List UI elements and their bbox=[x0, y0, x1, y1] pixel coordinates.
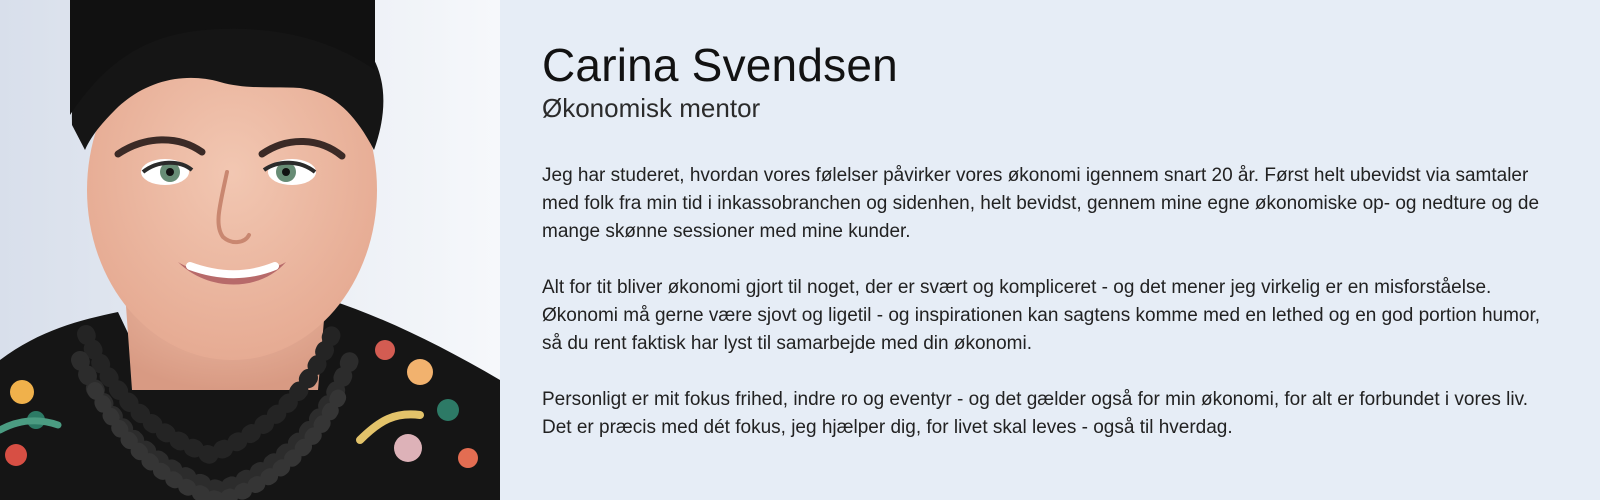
bio-paragraph: Jeg har studeret, hvordan vores følelser påvirker vores økonomi igennem snart 20 år. Først helt ubevidst via samtaler med folk fra min tid i inkassobranchen og sidenhen, helt bevidst, gennem mine egne økonomiske op- og nedture og de mange skønne sessioner med mine kunder. bbox=[542, 165, 1540, 242]
profile-photo bbox=[0, 0, 500, 500]
profile-bio bbox=[542, 162, 1562, 442]
portrait-illustration bbox=[0, 0, 500, 500]
bio-paragraph: Personligt er mit fokus frihed, indre ro og eventyr - og det gælder også for min økonomi, for alt er forbundet i vores liv. Det er præcis med dét fokus, jeg hjælper dig, for livet skal leves - også til hverdag. bbox=[542, 389, 1528, 438]
profile-role: Økonomisk mentor bbox=[542, 93, 761, 123]
bio-paragraph: Alt for tit bliver økonomi gjort til noget, der er svært og kompliceret - og det mener jeg virkelig er en misforståelse. Økonomi må gerne være sjovt og ligetil - og inspirationen kan sagtens komme med en lethed og en god portion humor, så du rent faktisk har lyst til samarbejde med din økonomi. bbox=[542, 277, 1541, 354]
profile-name: Carina Svendsen bbox=[542, 39, 898, 91]
profile-content bbox=[542, 38, 1562, 470]
